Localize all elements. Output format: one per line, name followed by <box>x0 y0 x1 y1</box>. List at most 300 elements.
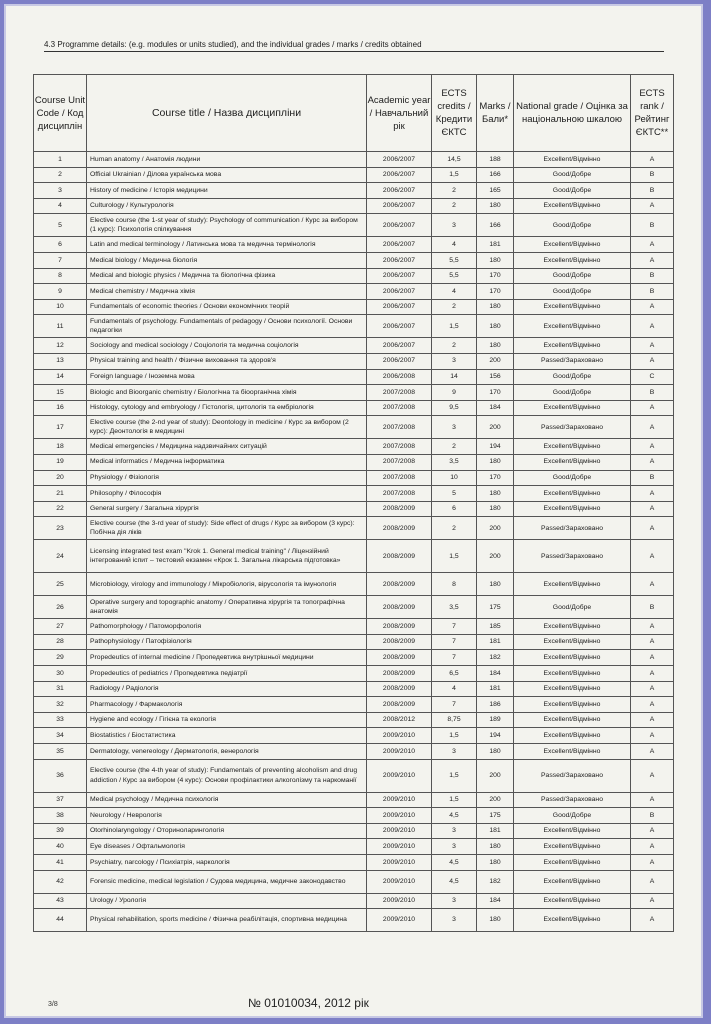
table-row <box>34 454 674 470</box>
cell-title: Radiology / Радіологія <box>87 681 367 697</box>
cell-grade: Excellent/Відмінно <box>514 486 631 502</box>
cell-year: 2008/2009 <box>367 681 432 697</box>
cell-title: Medical chemistry / Медична хімія <box>87 284 367 300</box>
cell-year: 2008/2009 <box>367 666 432 682</box>
cell-year: 2007/2008 <box>367 470 432 486</box>
cell-grade: Excellent/Відмінно <box>514 573 631 596</box>
cell-rank: C <box>631 369 674 385</box>
cell-title: Medical biology / Медична біологія <box>87 252 367 268</box>
cell-year: 2007/2008 <box>367 439 432 455</box>
cell-rank: A <box>631 712 674 728</box>
cell-marks: 180 <box>477 501 514 517</box>
cell-grade: Passed/Зараховано <box>514 540 631 573</box>
table-row <box>34 681 674 697</box>
cell-credits: 2 <box>432 517 477 540</box>
cell-title: Propedeutics of internal medicine / Пропедевтика внутрішньої медицини <box>87 650 367 666</box>
cell-rank: A <box>631 650 674 666</box>
cell-title: Elective course (the 4-th year of study): Fundamentals of preventing alcoholism and drug addiction / Курс за вибором (4 курс): Основи профілактики алкоголізму та наркоманії <box>87 759 367 792</box>
cell-rank: A <box>631 759 674 792</box>
cell-grade: Excellent/Відмінно <box>514 666 631 682</box>
cell-credits: 4 <box>432 284 477 300</box>
cell-marks: 189 <box>477 712 514 728</box>
cell-title: Microbiology, virology and immunology / Мікробіологія, вірусологія та імунологія <box>87 573 367 596</box>
cell-title: Histology, cytology and embryology / Гістологія, цитологія та ембріологія <box>87 400 367 416</box>
cell-title: Biologic and Bioorganic chemistry / Біологічна та біоорганічна хімія <box>87 385 367 401</box>
cell-marks: 194 <box>477 728 514 744</box>
table-row <box>34 167 674 183</box>
table-row <box>34 792 674 808</box>
cell-year: 2009/2010 <box>367 839 432 855</box>
table-row <box>34 839 674 855</box>
cell-rank: A <box>631 909 674 932</box>
cell-marks: 182 <box>477 870 514 893</box>
cell-year: 2008/2009 <box>367 596 432 619</box>
cell-title: Fundamentals of economic theories / Основи економічних теорій <box>87 299 367 315</box>
cell-title: Physical training and health / Фізичне виховання та здоров'я <box>87 353 367 369</box>
table-row <box>34 486 674 502</box>
cell-credits: 2 <box>432 338 477 354</box>
cell-grade: Good/Добре <box>514 596 631 619</box>
cell-title: Official Ukrainian / Ділова українська мова <box>87 167 367 183</box>
document-page <box>4 4 703 1018</box>
cell-grade: Excellent/Відмінно <box>514 823 631 839</box>
cell-credits: 2 <box>432 299 477 315</box>
table-row <box>34 823 674 839</box>
cell-title: General surgery / Загальна хірургія <box>87 501 367 517</box>
cell-year: 2006/2007 <box>367 214 432 237</box>
cell-grade: Good/Добре <box>514 167 631 183</box>
table-row <box>34 619 674 635</box>
table-row <box>34 439 674 455</box>
cell-year: 2009/2010 <box>367 728 432 744</box>
cell-year: 2009/2010 <box>367 893 432 909</box>
cell-title: Sociology and medical sociology / Соціологія та медична соціологія <box>87 338 367 354</box>
cell-title: Propedeutics of pediatrics / Пропедевтика педіатрії <box>87 666 367 682</box>
cell-grade: Excellent/Відмінно <box>514 855 631 871</box>
table-row <box>34 728 674 744</box>
table-header-row <box>34 75 674 152</box>
cell-marks: 181 <box>477 681 514 697</box>
cell-title: Licensing integrated test exam "Krok 1. General medical training" / Ліцензійний інтегрований іспит – тестовий екзамен «Крок 1. Загальна лікарська підготовка» <box>87 540 367 573</box>
cell-title: Elective course (the 3-rd year of study): Side effect of drugs / Курс за вибором (3 курс): Побічна дія ліків <box>87 517 367 540</box>
table-row <box>34 338 674 354</box>
cell-credits: 1,5 <box>432 759 477 792</box>
cell-title: Culturology / Культурологія <box>87 198 367 214</box>
cell-marks: 200 <box>477 517 514 540</box>
cell-marks: 188 <box>477 152 514 168</box>
cell-grade: Good/Добре <box>514 268 631 284</box>
cell-marks: 184 <box>477 666 514 682</box>
cell-marks: 180 <box>477 315 514 338</box>
cell-marks: 194 <box>477 439 514 455</box>
table-row <box>34 284 674 300</box>
cell-grade: Good/Добре <box>514 284 631 300</box>
cell-title: Dermatology, venereology / Дерматологія, венерологія <box>87 744 367 760</box>
cell-marks: 156 <box>477 369 514 385</box>
table-row <box>34 893 674 909</box>
page-number: 3/8 <box>48 1001 58 1008</box>
cell-rank: A <box>631 439 674 455</box>
cell-grade: Passed/Зараховано <box>514 416 631 439</box>
cell-credits: 4 <box>432 681 477 697</box>
cell-credits: 2 <box>432 198 477 214</box>
cell-year: 2006/2007 <box>367 315 432 338</box>
cell-year: 2006/2008 <box>367 369 432 385</box>
cell-year: 2006/2007 <box>367 167 432 183</box>
cell-code: 24 <box>34 540 87 573</box>
cell-rank: B <box>631 470 674 486</box>
cell-code: 32 <box>34 697 87 713</box>
cell-rank: A <box>631 681 674 697</box>
cell-grade: Excellent/Відмінно <box>514 252 631 268</box>
cell-grade: Good/Добре <box>514 214 631 237</box>
table-row <box>34 870 674 893</box>
cell-rank: A <box>631 152 674 168</box>
cell-credits: 4,5 <box>432 855 477 871</box>
cell-year: 2009/2010 <box>367 855 432 871</box>
cell-grade: Excellent/Відмінно <box>514 697 631 713</box>
cell-marks: 185 <box>477 619 514 635</box>
cell-rank: A <box>631 855 674 871</box>
cell-credits: 3 <box>432 823 477 839</box>
table-row <box>34 237 674 253</box>
cell-code: 5 <box>34 214 87 237</box>
cell-year: 2008/2009 <box>367 619 432 635</box>
cell-credits: 7 <box>432 697 477 713</box>
cell-marks: 165 <box>477 183 514 199</box>
cell-code: 21 <box>34 486 87 502</box>
cell-grade: Excellent/Відмінно <box>514 650 631 666</box>
table-row <box>34 540 674 573</box>
cell-code: 8 <box>34 268 87 284</box>
column-header-title: Course title / Назва дисципліни <box>87 75 367 152</box>
cell-year: 2009/2010 <box>367 870 432 893</box>
cell-credits: 7 <box>432 619 477 635</box>
cell-year: 2007/2008 <box>367 486 432 502</box>
cell-code: 39 <box>34 823 87 839</box>
cell-marks: 200 <box>477 353 514 369</box>
cell-year: 2006/2007 <box>367 299 432 315</box>
cell-rank: B <box>631 214 674 237</box>
cell-credits: 8 <box>432 573 477 596</box>
cell-title: Human anatomy / Анатомія людини <box>87 152 367 168</box>
cell-code: 33 <box>34 712 87 728</box>
cell-grade: Good/Добре <box>514 470 631 486</box>
cell-code: 16 <box>34 400 87 416</box>
cell-marks: 180 <box>477 909 514 932</box>
cell-year: 2009/2010 <box>367 909 432 932</box>
cell-code: 14 <box>34 369 87 385</box>
cell-marks: 175 <box>477 808 514 824</box>
cell-credits: 5 <box>432 486 477 502</box>
cell-grade: Excellent/Відмінно <box>514 237 631 253</box>
cell-code: 12 <box>34 338 87 354</box>
cell-code: 28 <box>34 634 87 650</box>
cell-grade: Excellent/Відмінно <box>514 439 631 455</box>
cell-title: Medical emergencies / Медицина надзвичайних ситуацій <box>87 439 367 455</box>
cell-rank: A <box>631 540 674 573</box>
table-row <box>34 634 674 650</box>
cell-credits: 3 <box>432 839 477 855</box>
cell-marks: 200 <box>477 540 514 573</box>
cell-credits: 1,5 <box>432 540 477 573</box>
cell-marks: 166 <box>477 167 514 183</box>
cell-credits: 4,5 <box>432 808 477 824</box>
cell-credits: 5,5 <box>432 268 477 284</box>
cell-credits: 14 <box>432 369 477 385</box>
cell-year: 2008/2009 <box>367 501 432 517</box>
cell-marks: 170 <box>477 385 514 401</box>
column-header-year: Academic year / Навчальний рік <box>367 75 432 152</box>
cell-marks: 200 <box>477 759 514 792</box>
cell-grade: Excellent/Відмінно <box>514 198 631 214</box>
cell-code: 40 <box>34 839 87 855</box>
cell-year: 2009/2010 <box>367 744 432 760</box>
table-row <box>34 712 674 728</box>
cell-title: Elective course (the 2-nd year of study): Deontology in medicine / Курс за вибором (2 курс): Деонтологія в медицині <box>87 416 367 439</box>
cell-code: 20 <box>34 470 87 486</box>
cell-title: Hygiene and ecology / Гігієна та екологія <box>87 712 367 728</box>
cell-credits: 7 <box>432 634 477 650</box>
table-row <box>34 808 674 824</box>
cell-title: Medical psychology / Медична психологія <box>87 792 367 808</box>
cell-title: Pathophysiology / Патофізіологія <box>87 634 367 650</box>
cell-grade: Excellent/Відмінно <box>514 152 631 168</box>
cell-rank: B <box>631 268 674 284</box>
cell-rank: A <box>631 839 674 855</box>
cell-code: 13 <box>34 353 87 369</box>
cell-code: 9 <box>34 284 87 300</box>
table-row <box>34 517 674 540</box>
cell-grade: Excellent/Відмінно <box>514 634 631 650</box>
cell-code: 42 <box>34 870 87 893</box>
cell-rank: B <box>631 167 674 183</box>
table-row <box>34 183 674 199</box>
cell-credits: 3,5 <box>432 454 477 470</box>
cell-rank: A <box>631 400 674 416</box>
cell-credits: 3 <box>432 353 477 369</box>
cell-credits: 3 <box>432 893 477 909</box>
table-row <box>34 697 674 713</box>
cell-rank: A <box>631 353 674 369</box>
cell-code: 25 <box>34 573 87 596</box>
cell-code: 36 <box>34 759 87 792</box>
cell-credits: 7 <box>432 650 477 666</box>
cell-code: 37 <box>34 792 87 808</box>
cell-credits: 1,5 <box>432 167 477 183</box>
table-row <box>34 596 674 619</box>
cell-marks: 180 <box>477 744 514 760</box>
section-heading: 4.3 Programme details: (e.g. modules or units studied), and the individual grades / marks / credits obtained <box>44 40 664 52</box>
cell-title: Operative surgery and topographic anatomy / Оперативна хірургія та топографічна анатомія <box>87 596 367 619</box>
cell-rank: B <box>631 284 674 300</box>
cell-code: 4 <box>34 198 87 214</box>
table-row <box>34 268 674 284</box>
table-row <box>34 152 674 168</box>
cell-code: 44 <box>34 909 87 932</box>
cell-credits: 6,5 <box>432 666 477 682</box>
cell-year: 2008/2009 <box>367 634 432 650</box>
cell-credits: 3 <box>432 214 477 237</box>
cell-title: Philosophy / Філософія <box>87 486 367 502</box>
table-row <box>34 650 674 666</box>
cell-credits: 2 <box>432 183 477 199</box>
cell-rank: A <box>631 697 674 713</box>
cell-title: Forensic medicine, medical legislation / Судова медицина, медичне законодавство <box>87 870 367 893</box>
cell-grade: Excellent/Відмінно <box>514 744 631 760</box>
cell-code: 7 <box>34 252 87 268</box>
table-row <box>34 573 674 596</box>
column-header-rank: ECTS rank / Рейтинг ЄКТС** <box>631 75 674 152</box>
cell-marks: 200 <box>477 416 514 439</box>
cell-rank: A <box>631 728 674 744</box>
cell-year: 2009/2010 <box>367 808 432 824</box>
cell-marks: 170 <box>477 268 514 284</box>
cell-title: Psychiatry, narcology / Психіатрія, наркологія <box>87 855 367 871</box>
cell-grade: Excellent/Відмінно <box>514 338 631 354</box>
cell-grade: Passed/Зараховано <box>514 517 631 540</box>
cell-marks: 181 <box>477 237 514 253</box>
cell-code: 30 <box>34 666 87 682</box>
cell-code: 10 <box>34 299 87 315</box>
cell-credits: 1,5 <box>432 728 477 744</box>
cell-marks: 182 <box>477 650 514 666</box>
cell-credits: 6 <box>432 501 477 517</box>
cell-year: 2009/2010 <box>367 759 432 792</box>
cell-rank: B <box>631 808 674 824</box>
cell-grade: Good/Добре <box>514 369 631 385</box>
cell-credits: 8,75 <box>432 712 477 728</box>
cell-credits: 1,5 <box>432 315 477 338</box>
cell-marks: 200 <box>477 792 514 808</box>
table-row <box>34 252 674 268</box>
cell-marks: 180 <box>477 486 514 502</box>
table-row <box>34 198 674 214</box>
cell-rank: A <box>631 237 674 253</box>
table-row <box>34 666 674 682</box>
cell-title: Biostatistics / Біостатистика <box>87 728 367 744</box>
cell-rank: B <box>631 596 674 619</box>
cell-year: 2007/2008 <box>367 400 432 416</box>
cell-credits: 4,5 <box>432 870 477 893</box>
cell-marks: 180 <box>477 338 514 354</box>
cell-rank: A <box>631 454 674 470</box>
cell-code: 41 <box>34 855 87 871</box>
column-header-grade: National grade / Оцінка за національною шкалою <box>514 75 631 152</box>
cell-code: 22 <box>34 501 87 517</box>
cell-code: 15 <box>34 385 87 401</box>
cell-marks: 180 <box>477 839 514 855</box>
cell-code: 6 <box>34 237 87 253</box>
cell-rank: A <box>631 517 674 540</box>
cell-code: 26 <box>34 596 87 619</box>
cell-year: 2007/2008 <box>367 454 432 470</box>
column-header-code: Course Unit Code / Код дисциплін <box>34 75 87 152</box>
cell-rank: A <box>631 893 674 909</box>
cell-marks: 166 <box>477 214 514 237</box>
cell-credits: 4 <box>432 237 477 253</box>
cell-rank: A <box>631 198 674 214</box>
cell-year: 2006/2007 <box>367 237 432 253</box>
cell-marks: 180 <box>477 299 514 315</box>
cell-year: 2009/2010 <box>367 792 432 808</box>
cell-credits: 3 <box>432 909 477 932</box>
cell-title: Elective course (the 1-st year of study): Psychology of communication / Курс за вибором (1 курс): Психологія спілкування <box>87 214 367 237</box>
cell-marks: 180 <box>477 252 514 268</box>
cell-grade: Excellent/Відмінно <box>514 712 631 728</box>
cell-grade: Excellent/Відмінно <box>514 893 631 909</box>
cell-marks: 175 <box>477 596 514 619</box>
cell-code: 2 <box>34 167 87 183</box>
cell-grade: Excellent/Відмінно <box>514 400 631 416</box>
cell-credits: 5,5 <box>432 252 477 268</box>
cell-rank: A <box>631 823 674 839</box>
cell-year: 2009/2010 <box>367 823 432 839</box>
cell-code: 31 <box>34 681 87 697</box>
cell-year: 2007/2008 <box>367 416 432 439</box>
table-row <box>34 353 674 369</box>
cell-title: Otorhinolaryngology / Оториноларингологія <box>87 823 367 839</box>
grades-table <box>33 74 674 932</box>
cell-year: 2006/2007 <box>367 252 432 268</box>
table-row <box>34 855 674 871</box>
cell-year: 2006/2007 <box>367 338 432 354</box>
cell-marks: 184 <box>477 400 514 416</box>
cell-code: 34 <box>34 728 87 744</box>
table-row <box>34 744 674 760</box>
cell-title: Fundamentals of psychology. Fundamentals of pedagogy / Основи психології. Основи педагогіки <box>87 315 367 338</box>
cell-code: 17 <box>34 416 87 439</box>
cell-title: Latin and medical terminology / Латинська мова та медична термінологія <box>87 237 367 253</box>
cell-marks: 180 <box>477 454 514 470</box>
cell-marks: 181 <box>477 634 514 650</box>
cell-title: Physiology / Фізіологія <box>87 470 367 486</box>
table-row <box>34 315 674 338</box>
cell-credits: 9,5 <box>432 400 477 416</box>
cell-grade: Good/Добре <box>514 183 631 199</box>
cell-rank: A <box>631 870 674 893</box>
cell-code: 11 <box>34 315 87 338</box>
cell-credits: 2 <box>432 439 477 455</box>
cell-code: 29 <box>34 650 87 666</box>
cell-rank: A <box>631 252 674 268</box>
cell-rank: A <box>631 501 674 517</box>
cell-grade: Passed/Зараховано <box>514 792 631 808</box>
cell-code: 35 <box>34 744 87 760</box>
cell-rank: A <box>631 486 674 502</box>
cell-grade: Excellent/Відмінно <box>514 839 631 855</box>
cell-credits: 1,5 <box>432 792 477 808</box>
cell-rank: A <box>631 792 674 808</box>
cell-rank: A <box>631 416 674 439</box>
table-row <box>34 214 674 237</box>
cell-rank: A <box>631 573 674 596</box>
cell-credits: 9 <box>432 385 477 401</box>
cell-title: Pharmacology / Фармакологія <box>87 697 367 713</box>
cell-marks: 170 <box>477 470 514 486</box>
cell-title: Pathomorphology / Патоморфологія <box>87 619 367 635</box>
table-row <box>34 501 674 517</box>
cell-year: 2007/2008 <box>367 385 432 401</box>
cell-title: Physical rehabilitation, sports medicine / Фізична реабілітація, спортивна медицина <box>87 909 367 932</box>
cell-marks: 184 <box>477 893 514 909</box>
cell-title: Neurology / Неврологія <box>87 808 367 824</box>
cell-rank: A <box>631 299 674 315</box>
table-row <box>34 400 674 416</box>
cell-marks: 180 <box>477 198 514 214</box>
cell-code: 38 <box>34 808 87 824</box>
table-row <box>34 416 674 439</box>
